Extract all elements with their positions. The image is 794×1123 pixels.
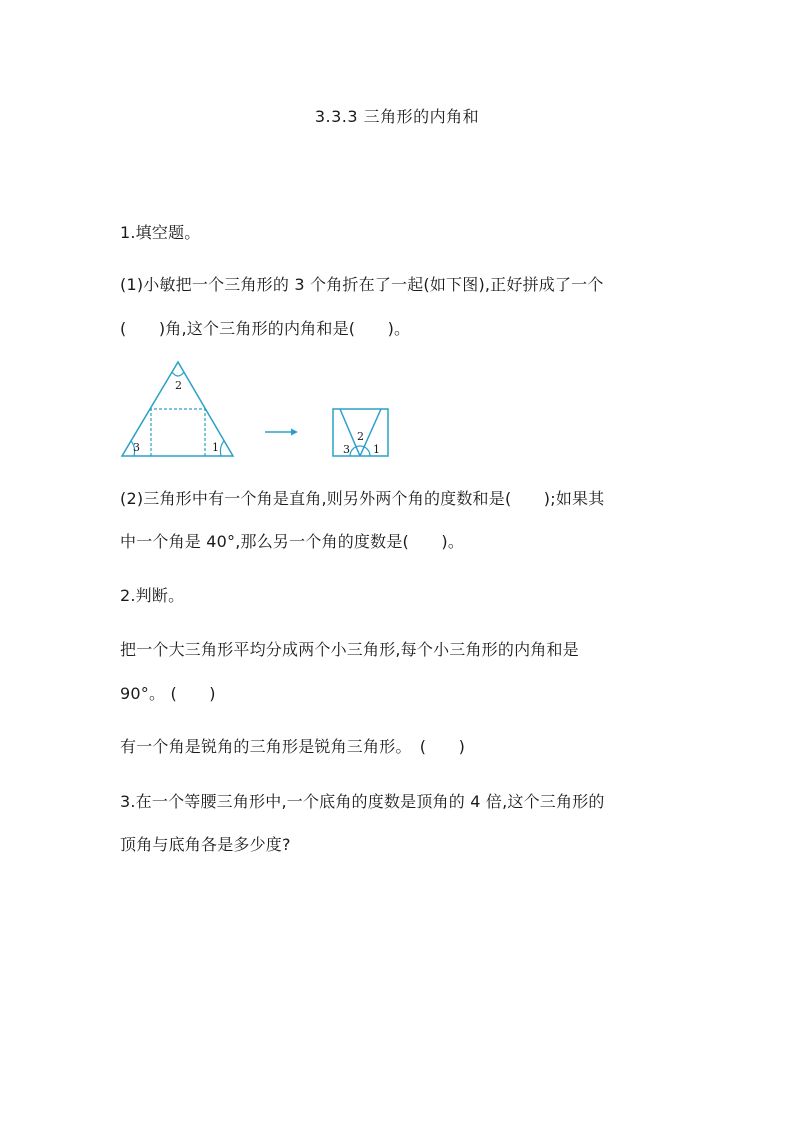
apex-angle-arc — [172, 372, 184, 376]
judge1-line1: 把一个大三角形平均分成两个小三角形,每个小三角形的内角和是 — [120, 640, 579, 659]
section1-heading: 1.填空题。 — [120, 223, 201, 242]
page-title: 3.3.3 三角形的内角和 — [314, 107, 480, 126]
judge1-line2: 90°。 ( ) — [120, 684, 216, 703]
label-1-right: 1 — [373, 443, 380, 456]
label-3-left: 3 — [133, 441, 140, 454]
q1-line2: ( )角,这个三角形的内角和是( )。 — [120, 319, 411, 338]
q2-line1: (2)三角形中有一个角是直角,则另外两个角的度数和是( );如果其 — [120, 489, 605, 508]
label-1-left: 1 — [212, 441, 219, 454]
q3-line1: 3.在一个等腰三角形中,一个底角的度数是顶角的 4 倍,这个三角形的 — [120, 792, 605, 811]
q3-line2: 顶角与底角各是多少度? — [120, 835, 291, 854]
arrow-head-icon — [291, 429, 298, 436]
q2-line2: 中一个角是 40°,那么另一个角的度数是( )。 — [120, 532, 465, 551]
right-angle-arc — [220, 441, 224, 456]
q1-line1: (1)小敏把一个三角形的 3 个角折在了一起(如下图),正好拼成了一个 — [120, 275, 604, 294]
label-3-right: 3 — [343, 443, 350, 456]
section2-heading: 2.判断。 — [120, 586, 185, 605]
dashed-fold-rect — [151, 409, 205, 456]
label-2-left: 2 — [175, 379, 182, 392]
judge2-line1: 有一个角是锐角的三角形是锐角三角形。 ( ) — [120, 737, 466, 756]
label-2-right: 2 — [357, 430, 364, 443]
